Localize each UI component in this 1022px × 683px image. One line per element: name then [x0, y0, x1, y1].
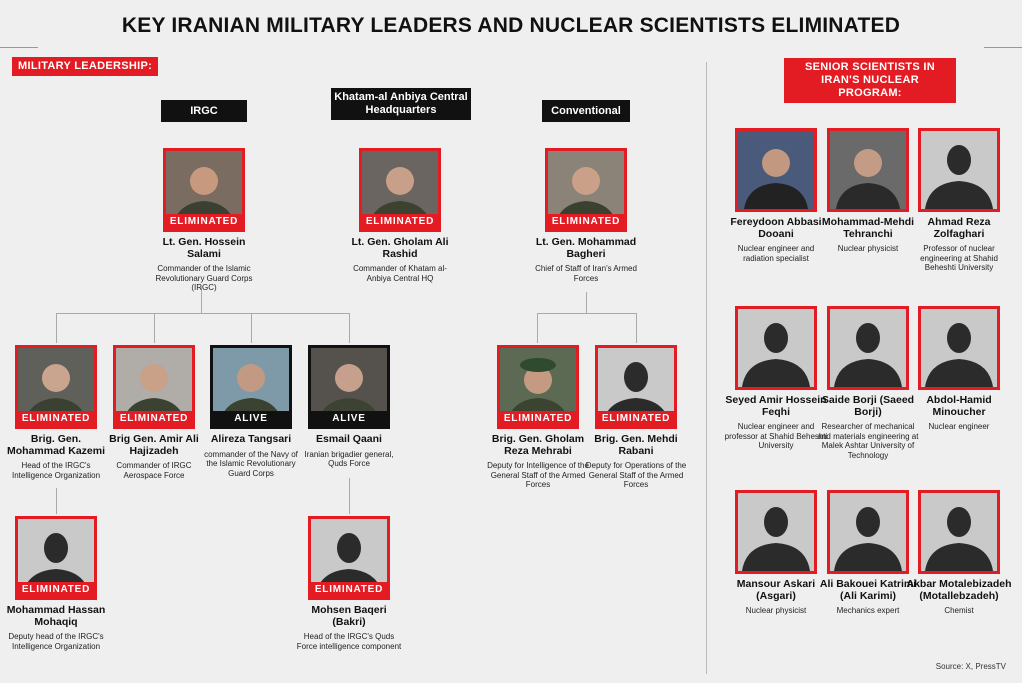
- person-role: Deputy for Operations of the General Staff of the Armed Forces: [585, 461, 687, 489]
- person-qaani: [296, 345, 402, 469]
- person-silhouette-icon: [921, 131, 997, 209]
- person-silhouette-icon: [738, 493, 814, 571]
- person-name: Mohammad Hassan Mohaqiq: [6, 604, 106, 628]
- section-divider: [706, 62, 707, 674]
- person-role: Chemist: [944, 606, 974, 615]
- page-title: KEY IRANIAN MILITARY LEADERS AND NUCLEAR SCIENTISTS ELIMINATED: [121, 14, 901, 37]
- person-role: Nuclear engineer and professor at Shahid Beheshti University: [724, 422, 828, 450]
- portrait-photo: [163, 148, 245, 232]
- person-bagheri: [533, 148, 639, 283]
- person-silhouette-icon: [921, 309, 997, 387]
- person-name: Brig. Gen. Mehdi Rabani: [594, 433, 678, 457]
- person-role: Chief of Staff of Iran's Armed Forces: [535, 264, 637, 283]
- portrait-silhouette-icon: [830, 131, 906, 209]
- person-silhouette-icon: [921, 493, 997, 571]
- connector-line: [56, 488, 57, 514]
- portrait-photo: [827, 490, 909, 574]
- portrait-photo: [210, 345, 292, 429]
- scientist-card: [906, 490, 1012, 616]
- person-role: Commander of the Islamic Revolutionary Guard Corps (IRGC): [155, 264, 253, 292]
- person-name: Brig Gen. Amir Ali Hajizadeh: [109, 433, 199, 457]
- connector-line: [537, 313, 538, 343]
- status-badge: ELIMINATED: [362, 214, 438, 229]
- person-name: Brig. Gen. Mohammad Kazemi: [6, 433, 106, 457]
- connector-line: [56, 313, 57, 343]
- person-name: Mohsen Baqeri (Bakri): [311, 604, 387, 628]
- person-rabani: [583, 345, 689, 490]
- portrait-photo: [308, 345, 390, 429]
- person-role: Nuclear physicist: [745, 606, 807, 615]
- person-silhouette-icon: [830, 309, 906, 387]
- person-name: Brig. Gen. Gholam Reza Mehrabi: [491, 433, 585, 457]
- portrait-photo: [918, 128, 1000, 212]
- portrait-photo: [827, 306, 909, 390]
- title-rule-left: [0, 47, 38, 48]
- person-tangsari: [198, 345, 304, 478]
- connector-line: [349, 313, 350, 343]
- portrait-silhouette-icon: [738, 131, 814, 209]
- person-name: Akbar Motalebizadeh (Motallebzadeh): [906, 578, 1012, 602]
- status-badge: ELIMINATED: [598, 411, 674, 426]
- person-name: Esmail Qaani: [316, 433, 382, 445]
- status-badge: ELIMINATED: [500, 411, 576, 426]
- status-badge: ELIMINATED: [166, 214, 242, 229]
- person-hajizadeh: [101, 345, 207, 480]
- portrait-photo: [15, 345, 97, 429]
- person-role: Researcher of mechanical and materials engineering at Malek Ashtar University of Technology: [817, 422, 919, 460]
- portrait-photo: [918, 490, 1000, 574]
- person-role: Commander of Khatam al-Anbiya Central HQ: [353, 264, 447, 283]
- scientist-card: [723, 306, 829, 451]
- portrait-photo: [595, 345, 677, 429]
- title-rule-right: [984, 47, 1022, 48]
- connector-line: [154, 313, 155, 343]
- person-name: Mohammad-Mehdi Tehranchi: [821, 216, 915, 240]
- portrait-photo: [918, 306, 1000, 390]
- person-role: Nuclear engineer: [928, 422, 990, 431]
- person-role: Iranian brigadier general, Quds Force: [304, 449, 394, 468]
- person-role: Nuclear engineer and radiation specialist: [737, 244, 815, 263]
- person-name: Ali Bakouei Katrimi (Ali Karimi): [819, 578, 917, 602]
- person-role: commander of the Navy of the Islamic Revolutionary Guard Corps: [204, 449, 298, 478]
- person-mohaqiq: [3, 516, 109, 651]
- person-name: Mansour Askari (Asgari): [736, 578, 816, 602]
- connector-line: [537, 313, 637, 314]
- person-name: Lt. Gen. Hossein Salami: [162, 236, 246, 260]
- portrait-photo: [827, 128, 909, 212]
- status-badge: ELIMINATED: [311, 582, 387, 597]
- scientist-card: [906, 128, 1012, 273]
- person-role: Deputy for Intelligence of the General Staff of the Armed Forces: [487, 461, 589, 489]
- category-irgc: IRGC: [161, 100, 247, 122]
- portrait-photo: [735, 128, 817, 212]
- scientist-card: [723, 128, 829, 263]
- person-silhouette-icon: [830, 493, 906, 571]
- connector-line: [636, 313, 637, 343]
- status-badge: ALIVE: [311, 411, 387, 426]
- status-badge: ELIMINATED: [18, 411, 94, 426]
- person-name: Ahmad Reza Zolfaghari: [927, 216, 991, 240]
- person-name: Lt. Gen. Gholam Ali Rashid: [351, 236, 449, 260]
- portrait-photo: [113, 345, 195, 429]
- status-badge: ELIMINATED: [116, 411, 192, 426]
- connector-line: [251, 313, 252, 343]
- military-leadership-label: MILITARY LEADERSHIP:: [12, 57, 158, 76]
- connector-line: [349, 478, 350, 514]
- portrait-photo: [359, 148, 441, 232]
- portrait-photo: [735, 306, 817, 390]
- person-name: Abdol-Hamid Minoucher: [926, 394, 992, 418]
- person-role: Head of the IRGC's Intelligence Organization: [11, 461, 101, 480]
- portrait-photo: [545, 148, 627, 232]
- person-role: Mechanics expert: [836, 606, 900, 615]
- scientist-card: [723, 490, 829, 616]
- person-name: Saide Borji (Saeed Borji): [821, 394, 915, 418]
- person-role: Commander of IRGC Aerospace Force: [116, 461, 192, 480]
- person-rashid: [347, 148, 453, 283]
- person-role: Deputy head of the IRGC's Intelligence Organization: [8, 632, 104, 651]
- portrait-photo: [497, 345, 579, 429]
- person-mehrabi: [485, 345, 591, 490]
- person-baqeri: [296, 516, 402, 651]
- person-name: Lt. Gen. Mohammad Bagheri: [535, 236, 637, 260]
- category-conventional: Conventional: [542, 100, 630, 122]
- portrait-photo: [308, 516, 390, 600]
- status-badge: ELIMINATED: [18, 582, 94, 597]
- status-badge: ALIVE: [213, 411, 289, 426]
- person-name: Seyed Amir Hossein Feqhi: [725, 394, 827, 418]
- person-role: Nuclear physicist: [837, 244, 899, 253]
- connector-line: [586, 292, 587, 313]
- status-badge: ELIMINATED: [548, 214, 624, 229]
- person-name: Alireza Tangsari: [210, 433, 292, 445]
- person-silhouette-icon: [738, 309, 814, 387]
- person-kazemi: [3, 345, 109, 480]
- scientists-label: SENIOR SCIENTISTS IN IRAN'S NUCLEAR PROGRAM:: [784, 58, 956, 103]
- person-salami: [151, 148, 257, 293]
- source-note: Source: X, PressTV: [935, 662, 1006, 671]
- portrait-photo: [735, 490, 817, 574]
- person-name: Fereydoon Abbasi Dooani: [730, 216, 822, 240]
- portrait-photo: [15, 516, 97, 600]
- person-role: Head of the IRGC's Quds Force intelligence component: [296, 632, 402, 651]
- scientist-card: [906, 306, 1012, 432]
- category-khatam: Khatam-al Anbiya Central Headquarters: [331, 88, 471, 120]
- connector-line: [56, 313, 350, 314]
- person-role: Professor of nuclear engineering at Shahid Beheshti University: [920, 244, 998, 272]
